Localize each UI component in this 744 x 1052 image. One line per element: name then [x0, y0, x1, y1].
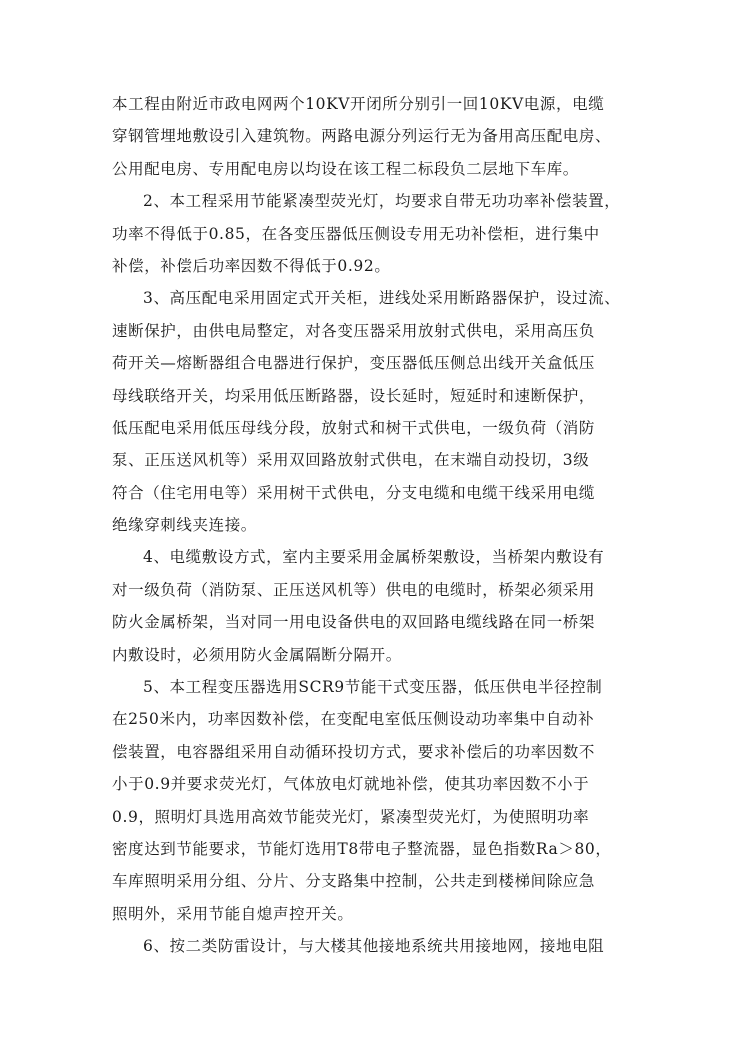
- paragraph-first-line: 2、本工程采用节能紧凑型荧光灯，均要求自带无功功率补偿装置，: [143, 192, 621, 211]
- text-line: 母线联络开关，均采用低压断路器，设长延时，短延时和速断保护，: [112, 386, 596, 405]
- text-line: 照明外，采用节能自熄声控开关。: [112, 904, 354, 923]
- text-line: 补偿，补偿后功率因数不得低于0.92。: [112, 256, 391, 275]
- text-line: 本工程由附近市政电网两个10KV开闭所分别引一回10KV电源，电缆: [112, 95, 605, 113]
- text-line: 低压配电采用低压母线分段，放射式和树干式供电，一级负荷（消防: [112, 418, 596, 437]
- text-line: 0.9，照明灯具选用高效节能荧光灯，紧凑型荧光灯，为使照明功率: [112, 807, 590, 826]
- document-body: [112, 88, 644, 963]
- text-line: 内敷设时，必须用防火金属隔断分隔开。: [112, 645, 402, 664]
- paragraph-first-line: 5、本工程变压器选用SCR9节能干式变压器，低压供电半径控制: [143, 678, 603, 697]
- paragraph-first-line: 4、电缆敷设方式，室内主要采用金属桥架敷设，当桥架内敷设有: [143, 548, 605, 567]
- paragraph-first-line: 6、按二类防雷设计，与大楼其他接地系统共用接地网，接地电阻: [143, 937, 605, 956]
- text-line: 荷开关—熔断器组合电器进行保护，变压器低压侧总出线开关盒低压: [112, 354, 596, 373]
- text-line: 密度达到节能要求，节能灯选用T8带电子整流器，显色指数Ra＞80，: [112, 839, 612, 858]
- text-line: 小于0.9并要求荧光灯，气体放电灯就地补偿，使其功率因数不小于: [112, 775, 590, 794]
- text-line: 车库照明采用分组、分片、分支路集中控制，公共走到楼梯间除应急: [112, 872, 596, 891]
- text-line: 功率不得低于0.85，在各变压器低压侧设专用无功补偿柜，进行集中: [112, 224, 600, 243]
- paragraph-first-line: 3、高压配电采用固定式开关柜，进线处采用断路器保护，设过流、: [143, 289, 621, 308]
- text-line: 公用配电房、专用配电房以均设在该工程二标段负二层地下车库。: [112, 159, 579, 178]
- text-line: 速断保护，由供电局整定，对各变压器采用放射式供电，采用高压负: [112, 321, 596, 340]
- text-line: 防火金属桥架，当对同一用电设备供电的双回路电缆线路在同一桥架: [112, 613, 596, 632]
- text-line: 偿装置，电容器组采用自动循环投切方式，要求补偿后的功率因数不: [112, 742, 596, 761]
- text-line: 对一级负荷（消防泵、正压送风机等）供电的电缆时，桥架必须采用: [112, 580, 596, 599]
- text-line: 泵、正压送风机等）采用双回路放射式供电，在末端自动投切，3级: [112, 451, 590, 470]
- text-line: 穿钢管埋地敷设引入建筑物。两路电源分列运行无为备用高压配电房、: [112, 127, 612, 146]
- text-line: 在250米内，功率因数补偿，在变配电室低压侧设动功率集中自动补: [112, 710, 595, 729]
- text-line: 符合（住宅用电等）采用树干式供电，分支电缆和电缆干线采用电缆: [112, 483, 596, 502]
- text-line: 绝缘穿刺线夹连接。: [112, 516, 257, 535]
